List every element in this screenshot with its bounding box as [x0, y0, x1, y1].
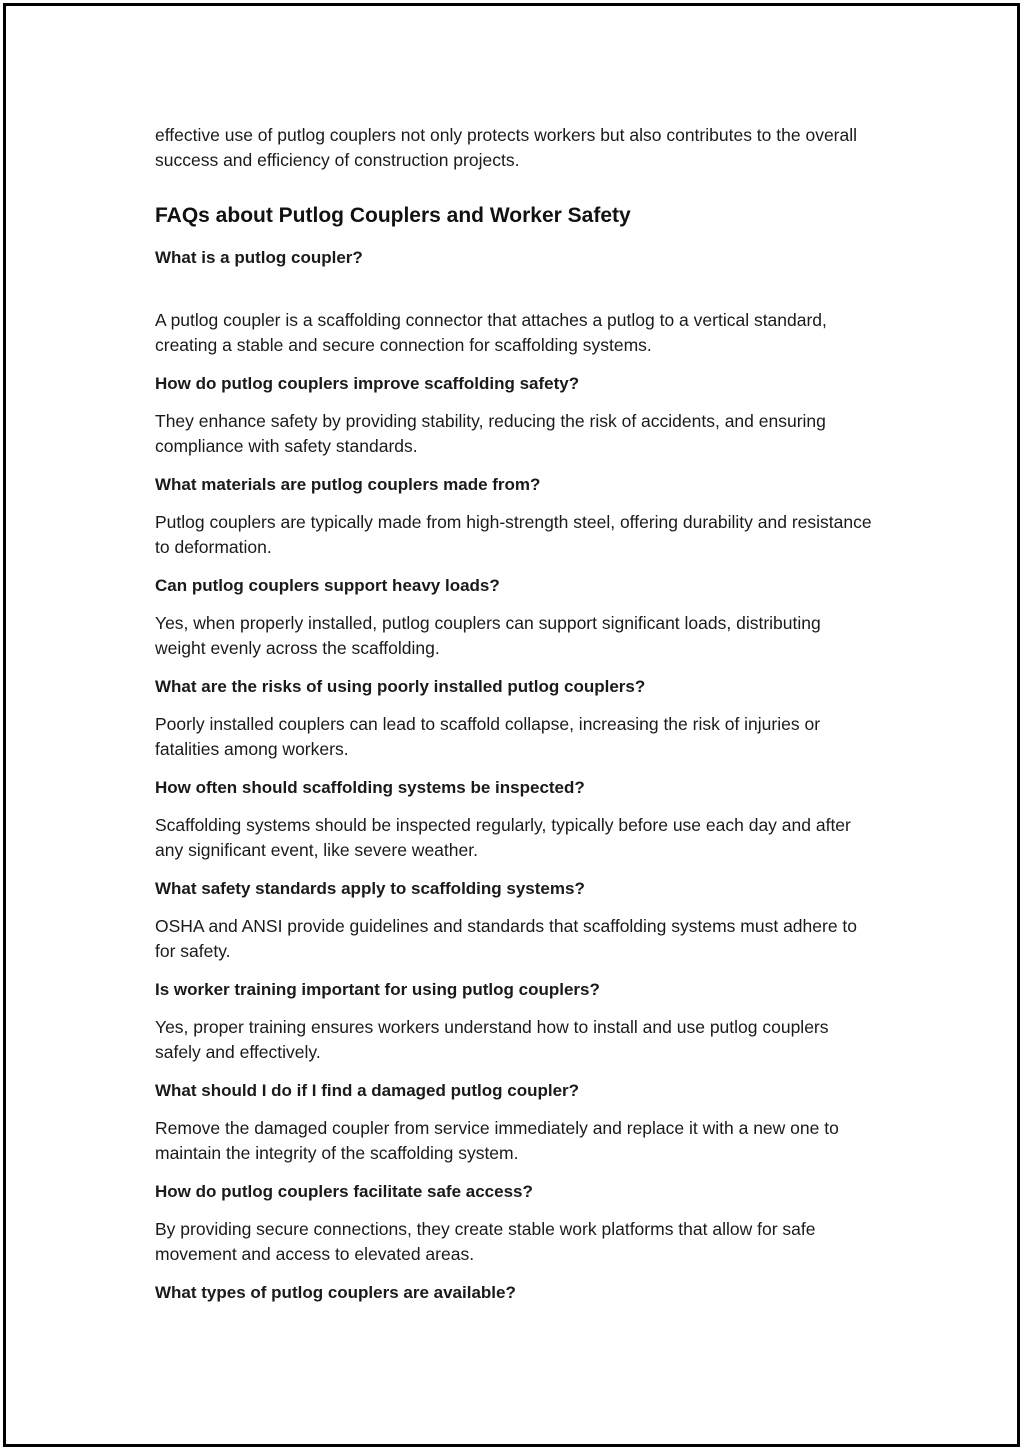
faq-question: What is a putlog coupler? — [155, 248, 363, 267]
faq-question: Can putlog couplers support heavy loads? — [155, 576, 500, 595]
faq-answer: Scaffolding systems should be inspected regularly, typically before use each day and after any significant event, like severe weather. — [155, 815, 851, 860]
faq-answer: Yes, when properly installed, putlog couplers can support significant loads, distributing weight evenly across the scaffolding. — [155, 613, 821, 658]
faq-answer: Putlog couplers are typically made from high-strength steel, offering durability and resistance to deformation. — [155, 512, 872, 557]
faq-answer: A putlog coupler is a scaffolding connector that attaches a putlog to a vertical standard, creating a stable and secure connection for scaffolding systems. — [155, 310, 827, 355]
faq-answer: OSHA and ANSI provide guidelines and standards that scaffolding systems must adhere to for safety. — [155, 916, 858, 961]
faq-answer: By providing secure connections, they create stable work platforms that allow for safe movement and access to elevated areas. — [155, 1219, 816, 1264]
faq-answer: Poorly installed couplers can lead to scaffold collapse, increasing the risk of injuries or fatalities among workers. — [155, 714, 821, 759]
faq-question: How do putlog couplers improve scaffolding safety? — [155, 374, 580, 393]
intro-paragraph: effective use of putlog couplers not only protects workers but also contributes to the overall success and efficiency of construction projects. — [155, 125, 858, 170]
faq-question: What safety standards apply to scaffolding systems? — [155, 879, 585, 898]
faq-question: What materials are putlog couplers made from? — [155, 475, 541, 494]
document-body — [155, 123, 875, 1318]
faq-question: What types of putlog couplers are available? — [155, 1283, 516, 1302]
faq-question: How often should scaffolding systems be inspected? — [155, 778, 585, 797]
faq-question: How do putlog couplers facilitate safe access? — [155, 1182, 533, 1201]
faq-question: Is worker training important for using putlog couplers? — [155, 980, 600, 999]
faq-answer: Yes, proper training ensures workers understand how to install and use putlog couplers safely and effectively. — [155, 1017, 829, 1062]
faq-question: What should I do if I find a damaged putlog coupler? — [155, 1081, 580, 1100]
faq-answer: Remove the damaged coupler from service immediately and replace it with a new one to maintain the integrity of the scaffolding system. — [155, 1118, 839, 1163]
faq-answer: They enhance safety by providing stability, reducing the risk of accidents, and ensuring compliance with safety standards. — [155, 411, 826, 456]
section-title: FAQs about Putlog Couplers and Worker Safety — [155, 204, 631, 227]
faq-question: What are the risks of using poorly installed putlog couplers? — [155, 677, 646, 696]
